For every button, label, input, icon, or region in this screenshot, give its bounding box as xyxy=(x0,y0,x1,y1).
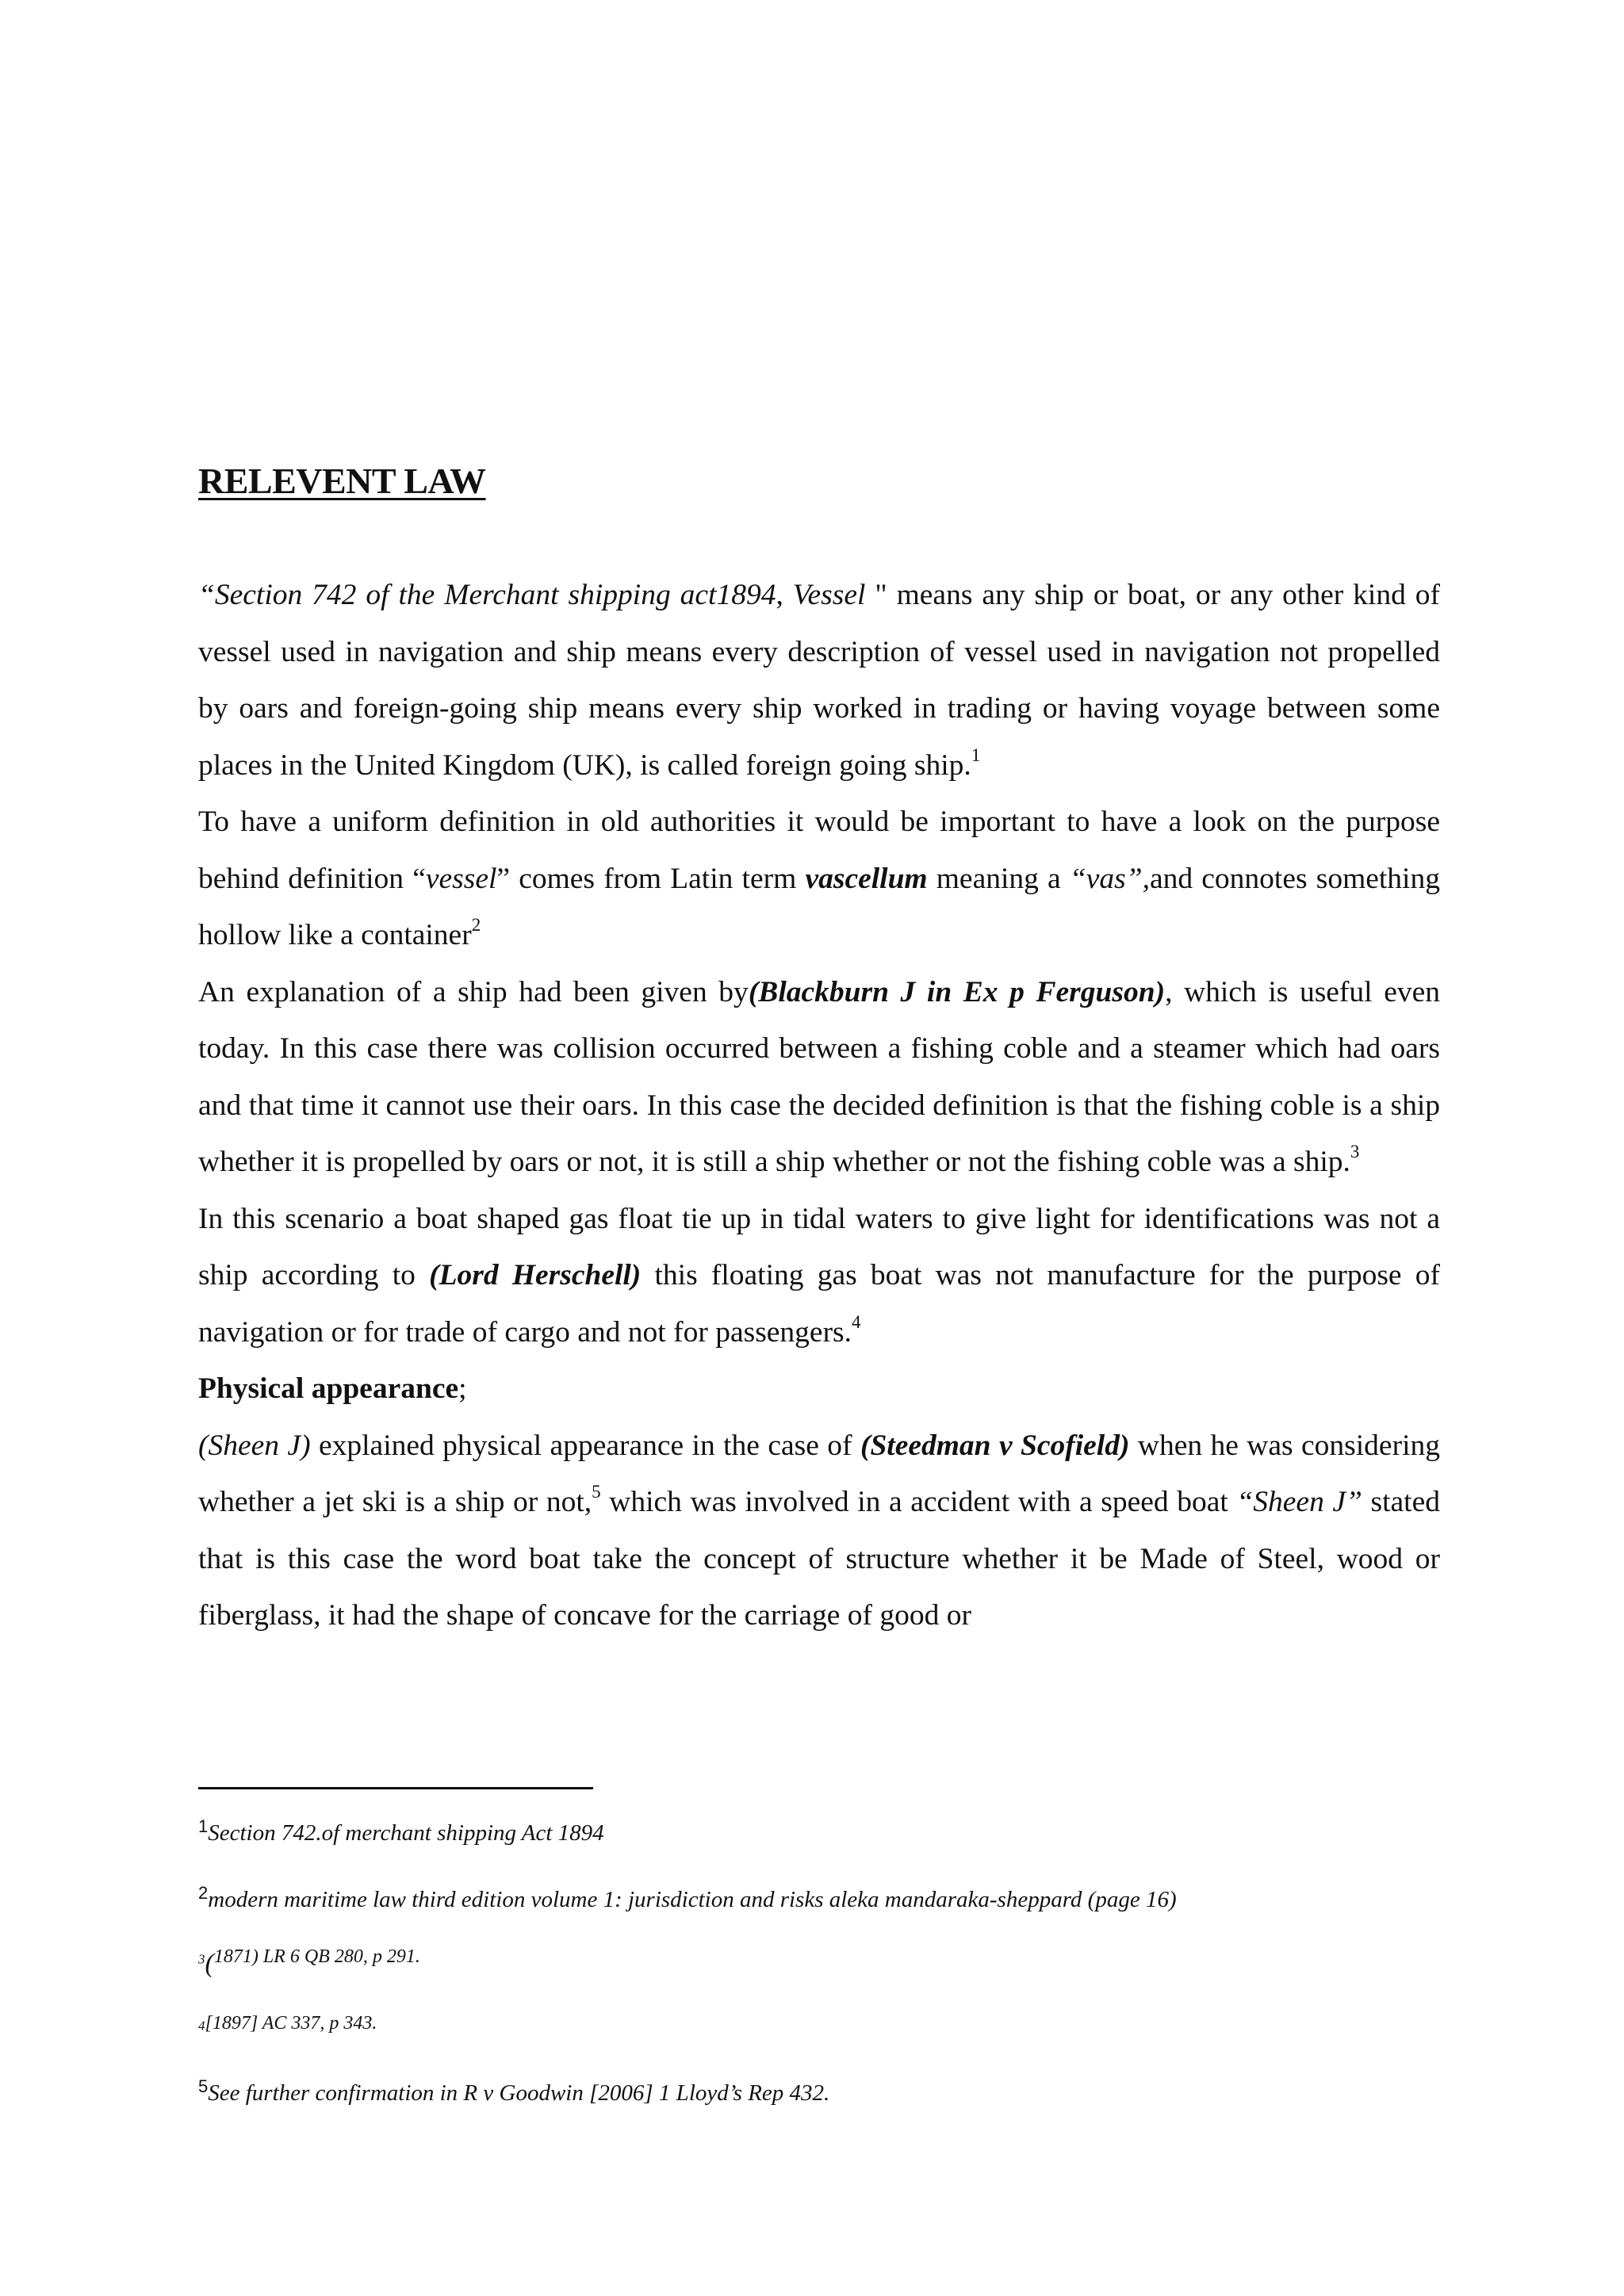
footnote-ref-1[interactable]: 1 xyxy=(971,744,981,765)
page-body xyxy=(198,460,1440,1644)
footnote-5: $^5$See further confirmation in R v Goodwin [2006] 1 Lloyd’s Rep 432. xyxy=(198,2076,830,2106)
case-citation: (Lord Herschell) xyxy=(429,1259,642,1292)
footnote-ref-5[interactable]: 5 xyxy=(592,1481,601,1502)
paragraph-gas-float: In this scenario a boat shaped gas float tie up in tidal waters to give light for identifications was not a ship according to (Lord Herschell) this floating gas boat was not manufacture for the purpose of navigation or for trade of cargo and not for passengers.$^4$ xyxy=(198,1202,1440,1349)
paragraph-definition: “Section 742 of the Merchant shipping act1894, Vessel " means any ship or boat, or any other kind of vessel used in navigation and ship means every description of vessel used in navigation not propelled by oars and foreign-going ship means every ship worked in trading or having voyage between some places in the United Kingdom (UK), is called foreign going ship.$^1$ xyxy=(198,579,1441,782)
footnote-ref-4[interactable]: 4 xyxy=(852,1311,861,1332)
footnote-3: 3(1871) LR 6 QB 280, p 291. xyxy=(198,1946,420,1978)
body-text xyxy=(198,567,1440,1644)
judge-name: (Sheen J) xyxy=(198,1429,311,1462)
section-heading: RELEVENT LAW xyxy=(198,461,486,501)
paragraph-jet-ski: (Sheen J) explained physical appearance in the case of (Steedman v Scofield) when he was considering whether a jet ski is a ship or not,$^5$ which was involved in a accident with a speed boat “Sheen J” stated that is this case the word boat take the concept of structure whether it be Made of Steel, wood or fiberglass, it had the shape of concave for the carriage of good or xyxy=(198,1429,1440,1632)
subheading-physical-appearance: Physical appearance; xyxy=(198,1372,467,1405)
case-citation: (Steedman v Scofield) xyxy=(860,1429,1130,1462)
footnote-separator xyxy=(198,1787,593,1789)
paragraph-etymology: To have a uniform definition in old authorities it would be important to have a look on the purpose behind definition “vessel” comes from Latin term vascellum meaning a “vas”,and connotes something hollow like a container$^2$ xyxy=(198,806,1440,951)
footnote-ref-2[interactable]: 2 xyxy=(471,914,481,935)
latin-term: vascellum xyxy=(805,862,928,895)
footnote-2: $^2$modern maritime law third edition volume 1: jurisdiction and risks aleka mandaraka-sheppard (page 16) xyxy=(198,1883,1177,1912)
footnote-4: 4[1897] AC 337, p 343. xyxy=(198,2013,377,2034)
footnote-1: $^1$Section 742.of merchant shipping Act 1894 xyxy=(198,1816,604,1846)
paragraph-ferguson: An explanation of a ship had been given by(Blackburn J in Ex p Ferguson), which is useful even today. In this case there was collision occurred between a fishing coble and a steamer which had oars and that time it cannot use their oars. In this case the decided definition is that the fishing coble is a ship whether it is propelled by oars or not, it is still a ship whether or not the fishing coble was a ship.$^3$ xyxy=(198,975,1440,1178)
footnote-ref-3[interactable]: 3 xyxy=(1350,1141,1360,1161)
term-vessel: Vessel xyxy=(792,579,866,611)
statute-citation: “Section 742 of the Merchant shipping act1894 xyxy=(198,579,776,611)
case-citation: (Blackburn J in Ex p Ferguson) xyxy=(748,975,1166,1008)
